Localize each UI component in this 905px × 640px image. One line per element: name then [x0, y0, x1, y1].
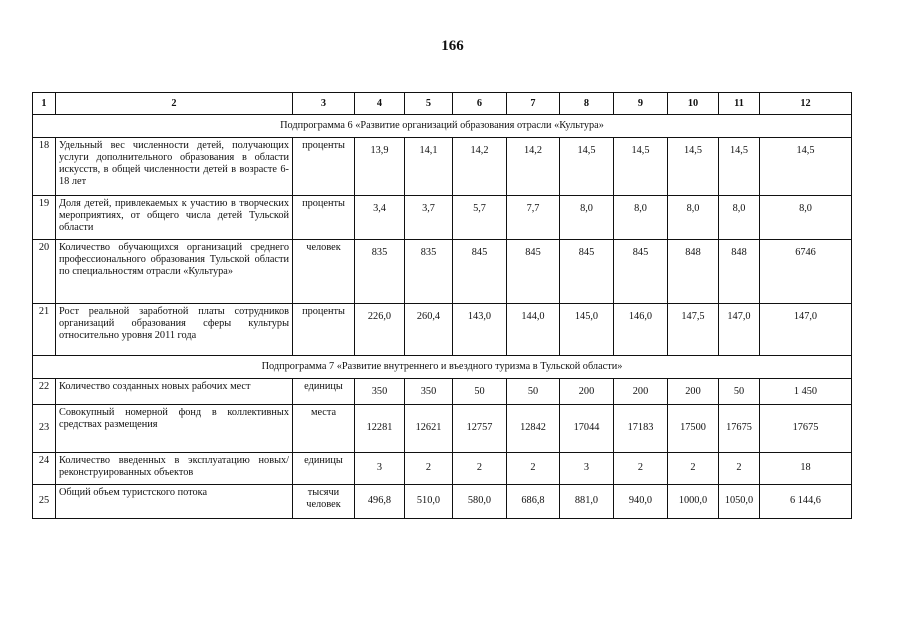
- indicator-value: 2: [668, 453, 719, 485]
- indicator-value: 14,1: [405, 138, 453, 196]
- unit-of-measure: человек: [293, 240, 355, 304]
- indicator-value: 845: [453, 240, 507, 304]
- indicator-value: 147,5: [668, 304, 719, 356]
- indicator-value: 8,0: [668, 196, 719, 240]
- row-number: 20: [33, 240, 56, 304]
- indicator-value: 200: [614, 379, 668, 405]
- indicator-value: 881,0: [560, 485, 614, 519]
- indicator-value: 8,0: [760, 196, 852, 240]
- indicator-value: 350: [355, 379, 405, 405]
- indicator-value: 7,7: [507, 196, 560, 240]
- indicator-value: 200: [560, 379, 614, 405]
- row-number: 24: [33, 453, 56, 485]
- indicator-value: 145,0: [560, 304, 614, 356]
- indicator-value: 2: [507, 453, 560, 485]
- column-header: 6: [453, 93, 507, 115]
- table-header-row: [33, 93, 852, 115]
- unit-of-measure: единицы: [293, 379, 355, 405]
- section-title: Подпрограмма 7 «Развитие внутреннего и въездного туризма в Тульской области»: [33, 356, 852, 379]
- indicator-name: Количество обучающихся организаций среднего профессионального образования Тульской области по специальностям отрасли «Культура»: [56, 240, 293, 304]
- indicator-value: 3: [560, 453, 614, 485]
- indicator-value: 14,2: [507, 138, 560, 196]
- indicator-value: 510,0: [405, 485, 453, 519]
- indicator-value: 14,5: [668, 138, 719, 196]
- indicator-value: 6 144,6: [760, 485, 852, 519]
- indicator-value: 50: [507, 379, 560, 405]
- indicator-value: 12621: [405, 405, 453, 453]
- row-number: 21: [33, 304, 56, 356]
- indicator-value: 17044: [560, 405, 614, 453]
- section-title: Подпрограмма 6 «Развитие организаций образования отрасли «Культура»: [33, 115, 852, 138]
- indicator-value: 17675: [719, 405, 760, 453]
- unit-of-measure: единицы: [293, 453, 355, 485]
- indicator-value: 14,5: [614, 138, 668, 196]
- indicator-name: Совокупный номерной фонд в коллективных средствах размещения: [56, 405, 293, 453]
- indicator-value: 18: [760, 453, 852, 485]
- indicator-value: 146,0: [614, 304, 668, 356]
- column-header: 8: [560, 93, 614, 115]
- row-number: 22: [33, 379, 56, 405]
- indicator-name: Количество введенных в эксплуатацию новых/реконструированных объектов: [56, 453, 293, 485]
- column-header: 7: [507, 93, 560, 115]
- page-number: 166: [441, 38, 464, 54]
- indicator-value: 260,4: [405, 304, 453, 356]
- indicator-name: Удельный вес численности детей, получающих услуги дополнительного образования в области искусств, в общей численности детей в возрасте 6-18 лет: [56, 138, 293, 196]
- indicator-value: 12842: [507, 405, 560, 453]
- indicator-value: 580,0: [453, 485, 507, 519]
- indicators-table: [32, 92, 852, 519]
- row-number: 18: [33, 138, 56, 196]
- indicator-value: 1050,0: [719, 485, 760, 519]
- table-row: [33, 485, 852, 519]
- column-header: 12: [760, 93, 852, 115]
- indicator-value: 835: [405, 240, 453, 304]
- table-row: [33, 304, 852, 356]
- indicator-value: 845: [614, 240, 668, 304]
- indicator-value: 12281: [355, 405, 405, 453]
- indicator-value: 845: [560, 240, 614, 304]
- table-row: [33, 453, 852, 485]
- indicator-value: 940,0: [614, 485, 668, 519]
- column-header: 2: [56, 93, 293, 115]
- table-row: [33, 138, 852, 196]
- unit-of-measure: тысячи человек: [293, 485, 355, 519]
- unit-of-measure: проценты: [293, 138, 355, 196]
- row-number: 25: [33, 485, 56, 519]
- table-row: [33, 405, 852, 453]
- indicator-value: 1000,0: [668, 485, 719, 519]
- column-header: 3: [293, 93, 355, 115]
- indicator-value: 14,5: [560, 138, 614, 196]
- indicator-value: 14,5: [760, 138, 852, 196]
- indicator-name: Общий объем туристского потока: [56, 485, 293, 519]
- indicator-value: 13,9: [355, 138, 405, 196]
- indicator-value: 3: [355, 453, 405, 485]
- indicator-value: 17183: [614, 405, 668, 453]
- indicator-value: 6746: [760, 240, 852, 304]
- indicator-value: 200: [668, 379, 719, 405]
- indicator-value: 835: [355, 240, 405, 304]
- indicator-value: 50: [453, 379, 507, 405]
- indicator-value: 12757: [453, 405, 507, 453]
- indicator-value: 2: [614, 453, 668, 485]
- indicator-value: 1 450: [760, 379, 852, 405]
- indicator-value: 50: [719, 379, 760, 405]
- column-header: 1: [33, 93, 56, 115]
- column-header: 11: [719, 93, 760, 115]
- indicator-value: 2: [453, 453, 507, 485]
- indicator-value: 8,0: [614, 196, 668, 240]
- indicator-value: 350: [405, 379, 453, 405]
- unit-of-measure: проценты: [293, 196, 355, 240]
- indicator-value: 147,0: [760, 304, 852, 356]
- section-row: [33, 356, 852, 379]
- column-header: 10: [668, 93, 719, 115]
- indicator-value: 226,0: [355, 304, 405, 356]
- table-row: [33, 379, 852, 405]
- indicator-value: 496,8: [355, 485, 405, 519]
- indicator-value: 143,0: [453, 304, 507, 356]
- indicator-value: 17500: [668, 405, 719, 453]
- column-header: 9: [614, 93, 668, 115]
- indicator-value: 17675: [760, 405, 852, 453]
- row-number: 23: [33, 405, 56, 453]
- indicator-value: 3,4: [355, 196, 405, 240]
- indicator-value: 2: [719, 453, 760, 485]
- table-row: [33, 196, 852, 240]
- indicator-name: Доля детей, привлекаемых к участию в творческих мероприятиях, от общего числа детей Тульской области: [56, 196, 293, 240]
- indicator-value: 845: [507, 240, 560, 304]
- column-header: 5: [405, 93, 453, 115]
- indicator-name: Количество созданных новых рабочих мест: [56, 379, 293, 405]
- indicator-value: 848: [668, 240, 719, 304]
- section-row: [33, 115, 852, 138]
- unit-of-measure: проценты: [293, 304, 355, 356]
- indicator-value: 2: [405, 453, 453, 485]
- indicator-value: 147,0: [719, 304, 760, 356]
- indicator-value: 848: [719, 240, 760, 304]
- indicator-value: 8,0: [719, 196, 760, 240]
- indicator-value: 14,5: [719, 138, 760, 196]
- indicator-value: 5,7: [453, 196, 507, 240]
- table-row: [33, 240, 852, 304]
- column-header: 4: [355, 93, 405, 115]
- indicator-value: 144,0: [507, 304, 560, 356]
- indicator-value: 686,8: [507, 485, 560, 519]
- indicator-value: 8,0: [560, 196, 614, 240]
- unit-of-measure: места: [293, 405, 355, 453]
- indicator-name: Рост реальной заработной платы сотрудников организаций образования сферы культуры относительно уровня 2011 года: [56, 304, 293, 356]
- indicator-value: 3,7: [405, 196, 453, 240]
- indicator-value: 14,2: [453, 138, 507, 196]
- row-number: 19: [33, 196, 56, 240]
